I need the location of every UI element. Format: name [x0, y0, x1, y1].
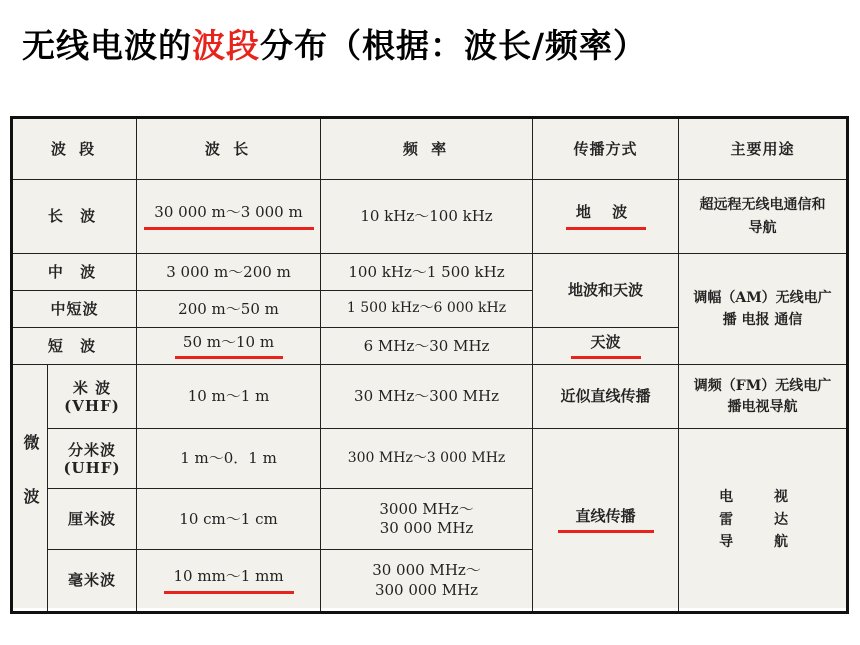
- page-title: [22, 20, 647, 67]
- frequency-cell: 30 000 MHz～ 300 000 MHz: [321, 550, 533, 613]
- header-use: 主要用途: [679, 118, 848, 180]
- table-row: [12, 254, 848, 291]
- frequency-cell: 1 500 kHz～6 000 kHz: [321, 291, 533, 328]
- microwave-label: 微波: [12, 365, 48, 613]
- red-underline: [571, 356, 641, 359]
- wavelength-text: 30 000 m～3 000 m: [154, 203, 303, 222]
- table-row: [12, 365, 848, 429]
- propagation-cell: 地波和天波: [533, 254, 679, 328]
- use-cell: 调频（FM）无线电广播电视导航: [679, 365, 848, 429]
- band-cell: 毫米波: [48, 550, 137, 613]
- frequency-cell: 30 MHz～300 MHz: [321, 365, 533, 429]
- wavelength-cell: 10 cm～1 cm: [137, 489, 321, 550]
- wavelength-cell: 3 000 m～200 m: [137, 254, 321, 291]
- use-cell: 调幅（AM）无线电广播 电报 通信: [679, 254, 848, 365]
- frequency-cell: 10 kHz～100 kHz: [321, 180, 533, 254]
- band-cell: 长 波: [12, 180, 137, 254]
- table-row: [12, 180, 848, 254]
- red-underline: [175, 356, 283, 359]
- red-underline: [144, 227, 314, 230]
- frequency-cell: 6 MHz～30 MHz: [321, 328, 533, 365]
- frequency-cell: 100 kHz～1 500 kHz: [321, 254, 533, 291]
- title-highlight: 波段: [192, 26, 260, 65]
- propagation-text: 地 波: [575, 203, 636, 222]
- wavelength-cell: 1 m～0．1 m: [137, 429, 321, 489]
- propagation-cell: [533, 328, 679, 365]
- title-suffix: 分布（根据：波长/频率）: [260, 26, 648, 65]
- band-cell: 中 波: [12, 254, 137, 291]
- propagation-cell: [533, 429, 679, 613]
- header-band: 波 段: [12, 118, 137, 180]
- wavelength-text: 50 m～10 m: [182, 332, 275, 351]
- propagation-cell: [533, 180, 679, 254]
- propagation-cell: 近似直线传播: [533, 365, 679, 429]
- table-row: [12, 429, 848, 489]
- wavelength-text: 10 mm～1 mm: [173, 567, 284, 586]
- band-cell: 分米波 (UHF): [48, 429, 137, 489]
- band-cell: 米 波 (VHF): [48, 365, 137, 429]
- band-cell: 短 波: [12, 328, 137, 365]
- wavelength-cell: [137, 180, 321, 254]
- red-underline: [566, 227, 646, 230]
- frequency-cell: 3000 MHz～ 30 000 MHz: [321, 489, 533, 550]
- use-cell: [679, 429, 848, 613]
- red-underline: [164, 591, 294, 594]
- wavelength-cell: 200 m～50 m: [137, 291, 321, 328]
- propagation-text: 天波: [590, 332, 621, 351]
- radio-band-table: [10, 116, 849, 614]
- frequency-cell: 300 MHz～3 000 MHz: [321, 429, 533, 489]
- header-wavelength: 波 长: [137, 118, 321, 180]
- header-row: [12, 118, 848, 180]
- propagation-text: 直线传播: [575, 506, 636, 525]
- title-prefix: 无线电波的: [22, 26, 192, 65]
- use-cell: 超远程无线电通信和导航: [679, 180, 848, 254]
- band-cell: 厘米波: [48, 489, 137, 550]
- wavelength-cell: [137, 550, 321, 613]
- band-cell: 中短波: [12, 291, 137, 328]
- wavelength-cell: 10 m～1 m: [137, 365, 321, 429]
- header-propagation: 传播方式: [533, 118, 679, 180]
- use-text: 电 视 雷 达 导 航: [719, 489, 806, 551]
- header-frequency: 频 率: [321, 118, 533, 180]
- red-underline: [558, 530, 654, 533]
- wavelength-cell: [137, 328, 321, 365]
